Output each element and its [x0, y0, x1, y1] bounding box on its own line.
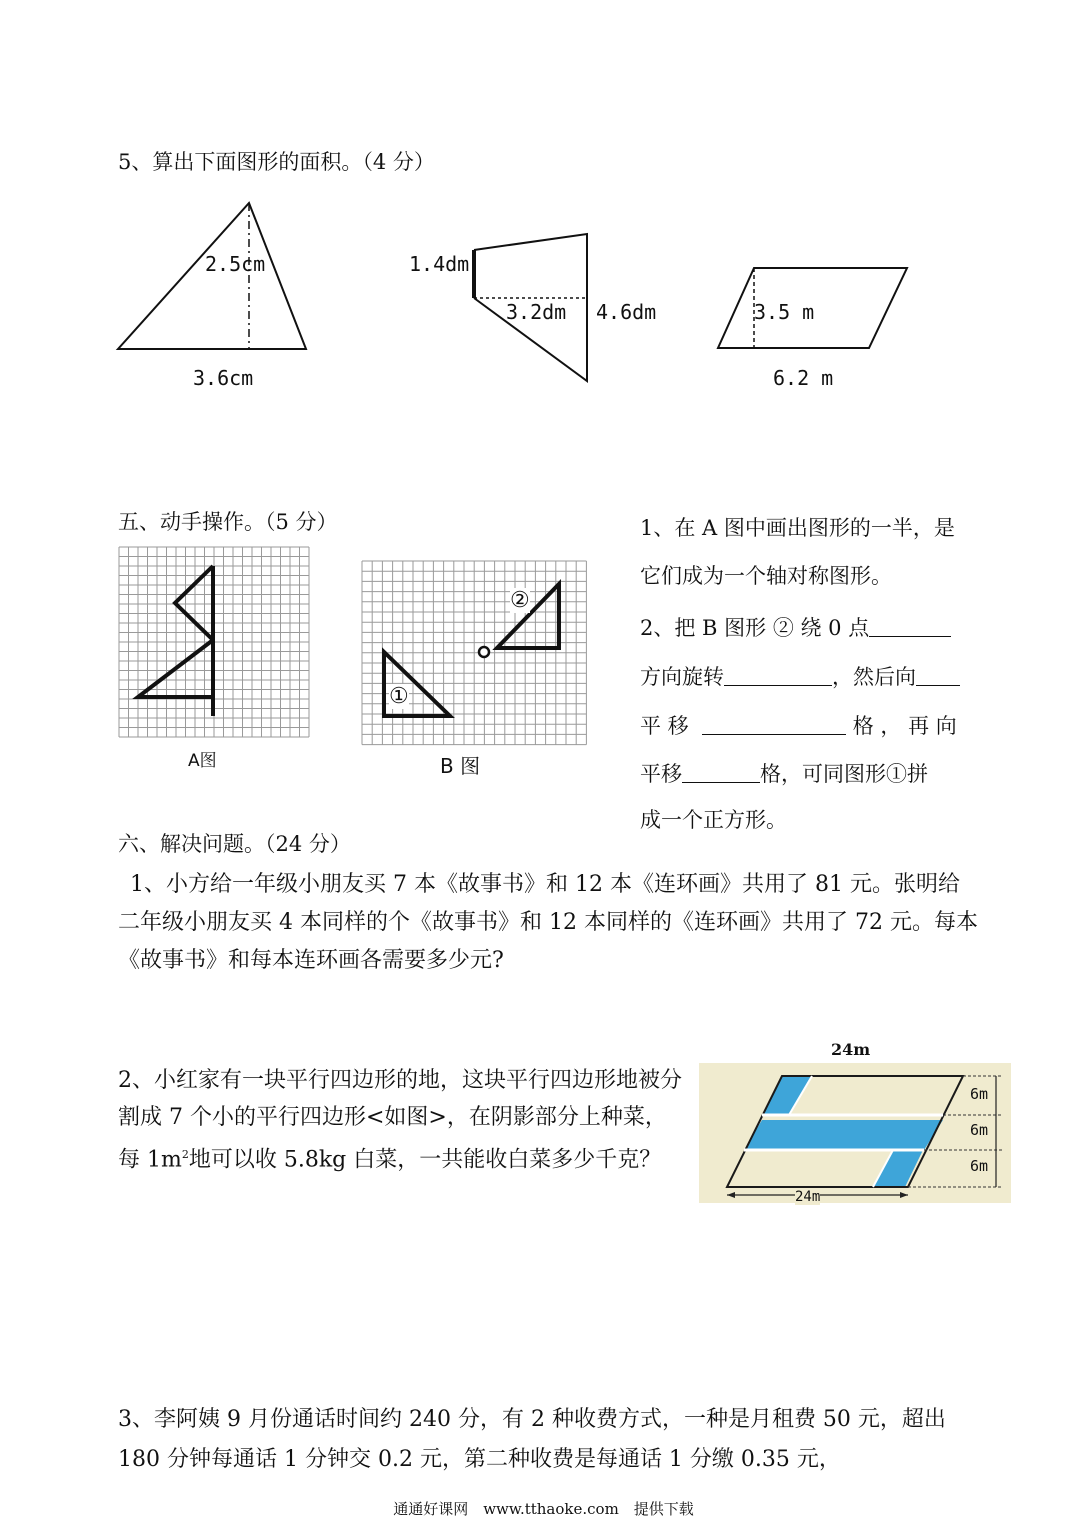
- instruction-2-text-b1: 方向旋转: [640, 665, 724, 689]
- instruction-2-text-a: 2、把 B 图形 ② 绕 0 点: [640, 616, 870, 640]
- grid-b-label: B 图: [440, 754, 481, 778]
- field-bottom-label: 24m: [795, 1189, 821, 1205]
- q5-title: 5、算出下面图形的面积。（4 分）: [118, 150, 435, 174]
- shape-1-mark: ①: [389, 684, 409, 709]
- parallelogram-base-label: 6.2 m: [773, 366, 834, 390]
- problem-2-text-a: 2、小红家有一块平行四边形的地，这块平行四边形地被分割成 7 个小的平行四边形<如图>，在阴影部分上种菜，每 1m: [118, 1068, 682, 1173]
- trapezoid-top-label: 1.4dm: [409, 252, 470, 276]
- shape-2-mark: ②: [510, 588, 530, 613]
- instruction-2-line5: 成一个正方形。: [640, 808, 787, 832]
- field-h3-label: 6m: [970, 1157, 989, 1175]
- triangle-base-label: 3.6cm: [193, 366, 254, 390]
- field-h2-label: 6m: [970, 1121, 989, 1139]
- problem-3-text: 3、李阿姨 9 月份通话时间约 240 分，有 2 种收费方式，一种是月租费 50 元，超出 180 分钟每通话 1 分钟交 0.2 元，第二种收费是每通话 1 分缴 0.35 元，: [118, 1407, 946, 1472]
- triangle-height-label: 2.5cm: [205, 252, 266, 276]
- grid-a-label: A图: [188, 751, 217, 771]
- field-top-label: 24m: [831, 1040, 871, 1059]
- s6-title: 六、解决问题。（24 分）: [118, 832, 351, 856]
- parallelogram-height-label: 3.5 m: [754, 300, 815, 324]
- problem-1-text: 1、小方给一年级小朋友买 7 本《故事书》和 12 本《连环画》共用了 81 元。张明给二年级小朋友买 4 本同样的个《故事书》和 12 本同样的《连环画》共用了 72 元。每本《故事书》和每本连环画各需要多少元?: [118, 872, 978, 973]
- instruction-2-text-c1: 平 移: [640, 714, 689, 738]
- instruction-1-line1: 1、在 A 图中画出图形的一半，是: [640, 516, 955, 540]
- instruction-2-text-c2: 格 ， 再 向: [852, 714, 957, 738]
- instruction-1-line2: 它们成为一个轴对称图形。: [640, 564, 892, 588]
- trapezoid-height-label: 3.2dm: [506, 300, 567, 324]
- problem-2-text-b: 地可以收 5.8kg 白菜，一共能收白菜多少千克？: [188, 1147, 662, 1173]
- page-footer: 通通好课网 www.tthaoke.com 提供下载: [393, 1500, 694, 1518]
- instruction-2-text-b2: ，然后向: [832, 665, 916, 689]
- s5-title: 五、动手操作。（5 分）: [118, 510, 338, 534]
- problem-2-superscript: 2: [181, 1148, 189, 1161]
- instruction-2-text-d2: 格，可同图形①拼: [760, 762, 928, 786]
- trapezoid-bottom-label: 4.6dm: [596, 300, 657, 324]
- instruction-2-text-d1: 平移: [640, 762, 682, 786]
- field-h1-label: 6m: [970, 1085, 989, 1103]
